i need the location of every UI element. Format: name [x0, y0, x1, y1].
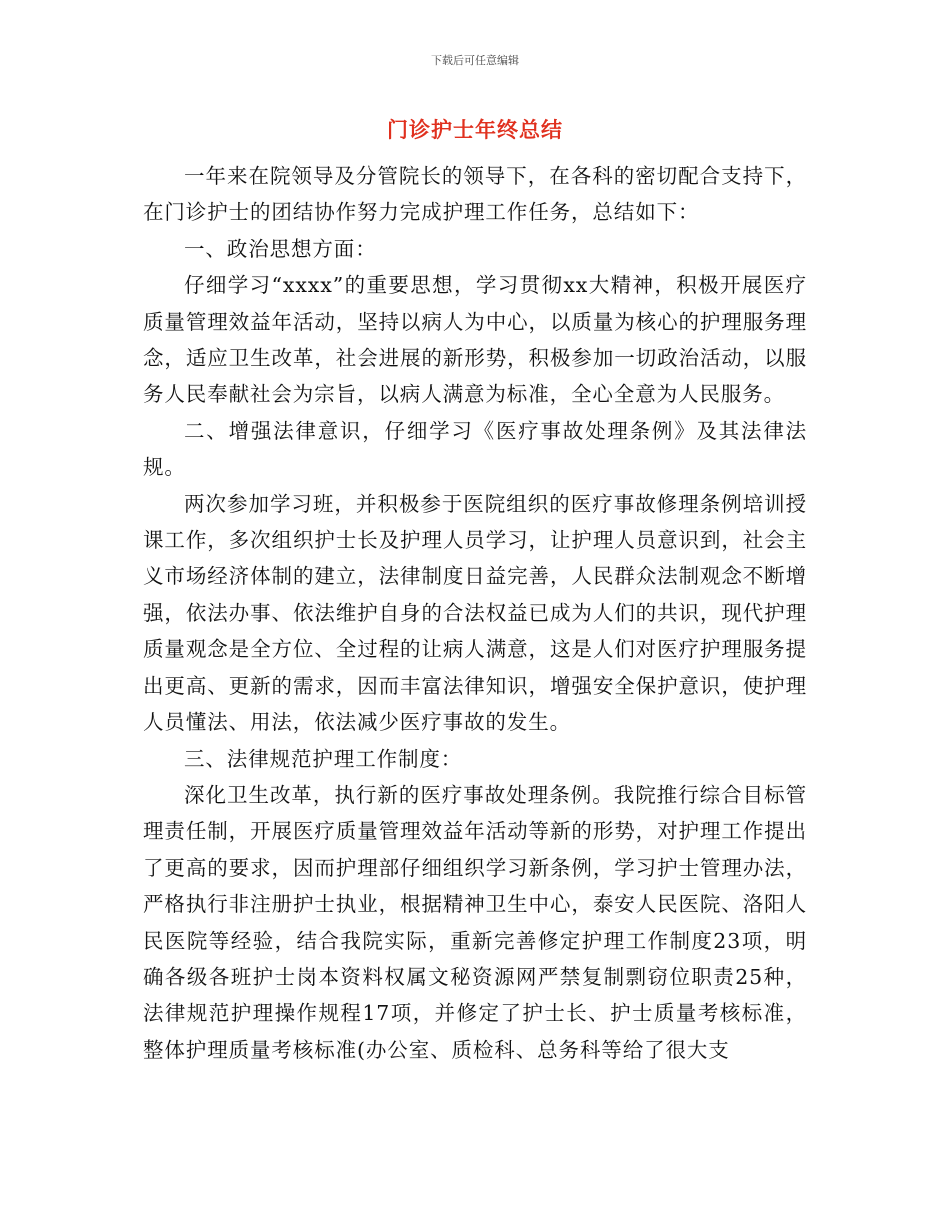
header-note: 下载后可任意编辑 [431, 54, 519, 67]
section-heading-political: 一、政治思想方面： [184, 236, 377, 261]
section-heading-legal: 二、增强法律意识，仔细学习《医疗事故处理条例》及其法律法规。 [143, 418, 807, 480]
document-body [143, 158, 807, 1068]
section-heading-regulations: 三、法律规范护理工作制度： [184, 746, 463, 771]
document-title: 门诊护士年终总结 [387, 118, 563, 142]
paragraph-intro: 一年来在院领导及分管院长的领导下，在各科的密切配合支持下，在门诊护士的团结协作努力完成护理工作任务，总结如下： [143, 164, 807, 225]
paragraph-legal: 两次参加学习班，并积极参于医院组织的医疗事故修理条例培训授课工作，多次组织护士长及护理人员学习，让护理人员意识到，社会主义市场经济体制的建立，法律制度日益完善，人民群众法制观念不断增强，依法办事、依法维护自身的合法权益已成为人们的共识，现代护理质量观念是全方位、全过程的让病人满意，这是人们对医疗护理服务提出更高、更新的需求，因而丰富法律知识，增强安全保护意识，使护理人员懂法、用法，依法减少医疗事故的发生。 [143, 491, 807, 735]
paragraph-political: 仔细学习“xxxx”的重要思想，学习贯彻xx大精神，积极开展医疗质量管理效益年活动，坚持以病人为中心，以质量为核心的护理服务理念，适应卫生改革，社会进展的新形势，积极参加一切政治活动，以服务人民奉献社会为宗旨，以病人满意为标准，全心全意为人民服务。 [143, 273, 807, 407]
paragraph-regulations: 深化卫生改革，执行新的医疗事故处理条例。我院推行综合目标管理责任制，开展医疗质量管理效益年活动等新的形势，对护理工作提出了更高的要求，因而护理部仔细组织学习新条例，学习护士管理办法，严格执行非注册护士执业，根据精神卫生中心，泰安人民医院、洛阳人民医院等经验，结合我院实际，重新完善修定护理工作制度23项，明确各级各班护士岗本资料权属文秘资源网严禁复制剽窃位职责25种，法律规范护理操作规程17项，并修定了护士长、护士质量考核标准，整体护理质量考核标准(办公室、质检科、总务科等给了很大支 [143, 782, 807, 1062]
